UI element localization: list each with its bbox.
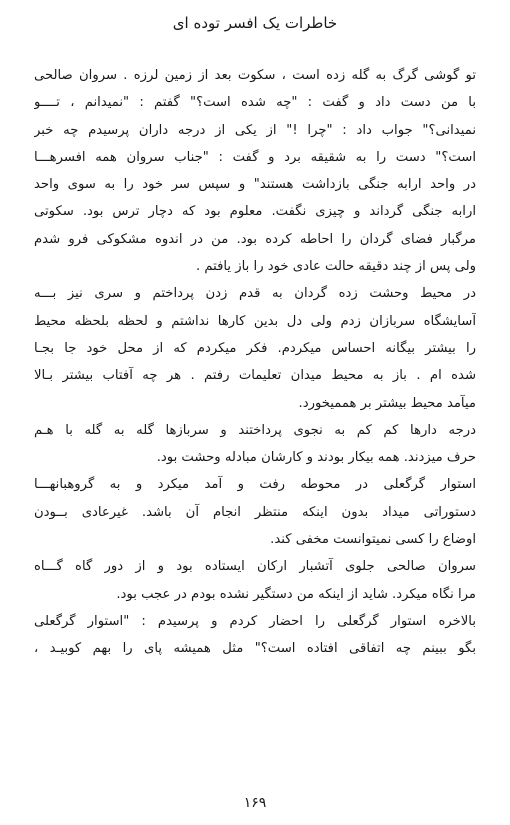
text-line: ارابه جنگی گرداند و چیزی نگفت. معلوم بود که دچار ترس بود. سکوتی xyxy=(34,204,476,220)
text-line: اوضاع را کسی نمیتوانست مخفی کند. xyxy=(270,532,476,548)
text-line: میآمد محیط بیشتر بر هممیخورد. xyxy=(298,395,476,411)
text-line: بگو ببینم چه اتفاقی افتاده است؟" مثل همیشه پای را بهم کوبیـد ، xyxy=(34,641,476,657)
text-line: سروان صالحی جلوی آتشبار ارکان ایستاده بود و از دور گاه گـــاه xyxy=(34,559,476,575)
text-line: مرا نگاه میکرد. شاید از اینکه من دستگیر نشده بودم در عجب بود. xyxy=(116,586,476,602)
text-line: استوار گرگعلی در محوطه رفت و آمد میکرد و به گروهبانهـــا xyxy=(34,477,476,493)
text-line: در محیط وحشت زده گردان به قدم زدن پرداختم و سری نیز بـــه xyxy=(34,286,476,302)
body-text xyxy=(34,62,476,663)
text-line: در واحد ارابه جنگی بازداشت هستند" و سپس سر خود را به سوی واحد xyxy=(34,177,476,193)
text-line: بالاخره استوار گرگعلی را احضار کردم و پرسیدم : "استوار گرگعلی xyxy=(34,613,476,629)
text-line: شده ام . باز به محیط میدان تعلیمات رفتم . هر چه آفتاب بیشتر بـالا xyxy=(34,368,476,384)
text-line: آسایشگاه سربازان زدم ولی دل بدین کارها نداشتم و لحظه بلحظه محیط xyxy=(34,313,476,329)
text-line: را بیشتر بیگانه احساس میکردم. فکر میکردم که از محل خود جا بجـا xyxy=(34,340,476,356)
text-line: حرف میزدند. همه بیکار بودند و کارشان مبادله وحشت بود. xyxy=(156,450,476,466)
running-header: خاطرات یک افسر توده ای xyxy=(172,14,338,32)
text-line: مرگبار فضای گردان را احاطه کرده بود. من در اندوه مشکوکی فرو شدم xyxy=(34,231,476,247)
page-number: ۱۶۹ xyxy=(243,795,267,811)
text-line: دستوراتی میداد بدون اینکه منتظر انجام آن باشد. غیرعادی بــودن xyxy=(34,504,476,520)
text-line: نمیدانی؟" جواب داد : "چرا !" از یکی از درجه داران پرسیدم چه خبر xyxy=(34,122,476,138)
text-line: تو گوشی گرگ به گله زده است ، سکوت بعد از زمین لرزه . سروان صالحی xyxy=(34,68,476,83)
text-line: با من دست داد و گفت : "چه شده است؟" گفتم : "نمیدانم ، تــــو xyxy=(34,95,476,111)
text-line: است؟" دست را به شقیقه برد و گفت : "جناب سروان همه افسرهـــا xyxy=(34,149,476,165)
text-line: درجه دارها کم کم به نجوی پرداختند و سربازها گله به گله با هـم xyxy=(34,422,476,438)
text-line: ولی پس از چند دقیقه حالت عادی خود را باز یافتم . xyxy=(195,259,476,275)
